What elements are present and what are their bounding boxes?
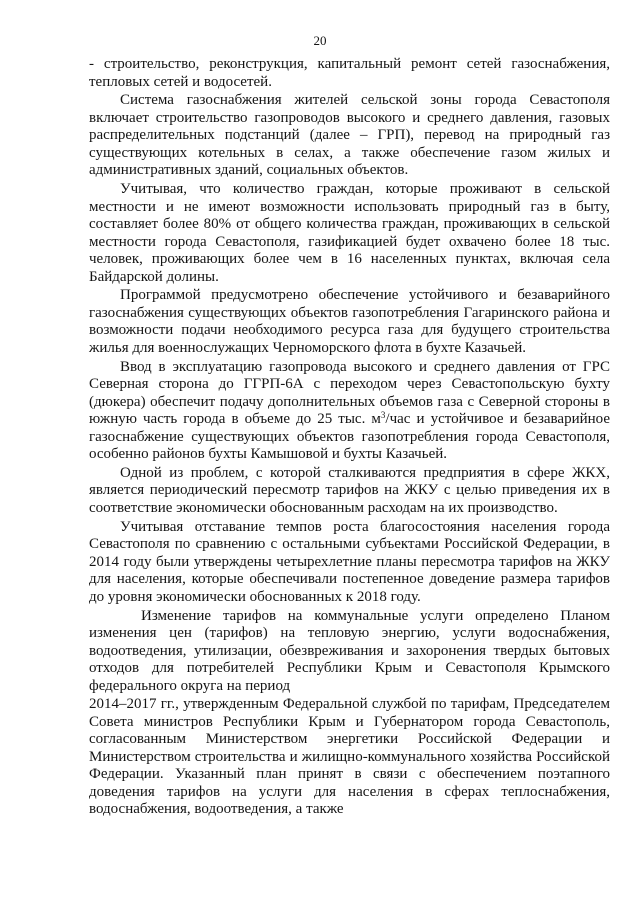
paragraph-8: Изменение тарифов на коммунальные услуги определено Планом изменения цен (тарифов) на тепловую энергию, услуги водоснабжения, водоотведения, утилизации, обезвреживания и захоронения твердых бытовых отходов для потребителей Республики Крым и Севастополя Крымского федерального округа на период xyxy=(89,607,610,694)
paragraph-3: Учитывая, что количество граждан, которые проживают в сельской местности и не имеют возможности использовать природный газ в быту, составляет более 80% от общего количества граждан, проживающих в сельской местности города Севастополя, газификацией будет охвачено более 18 тыс. человек, проживающих более чем в 16 населенных пунктах, включая села Байдарской долины. xyxy=(89,181,610,285)
paragraph-1: - строительство, реконструкция, капитальный ремонт сетей газоснабжения, тепловых сетей и водосетей. xyxy=(89,56,610,90)
paragraph-5-text: Ввод в эксплуатацию газопровода высокого и среднего давления от ГРС Северная сторона до ГГРП-6А с переходом через Севастопольскую бухту (дюкера) обеспечит подачу дополнительных объемов газа с Северной стороны в южную часть города в объеме до 25 тыс. м xyxy=(89,358,610,428)
paragraph-2: Система газоснабжения жителей сельской зоны города Севастополя включает строительство газопроводов высокого и среднего давления, газовых распределительных подстанций (далее – ГРП), перевод на природный газ существующих котельных в селах, а также обеспечение газом жилых и административных зданий, социальных объектов. xyxy=(89,92,610,179)
paragraph-5 xyxy=(89,359,610,464)
document-body xyxy=(89,56,610,820)
paragraph-6: Одной из проблем, с которой сталкиваются предприятия в сфере ЖКХ, является периодический пересмотр тарифов на ЖКУ с целью приведения их в соответствие экономически обоснованным расходам на их производство. xyxy=(89,464,610,516)
unit-superscript: 3 xyxy=(380,410,386,421)
paragraph-5-tail: /час и устойчивое и безаварийное газоснабжение существующих объектов газопотребления города Севастополя, особенно районов бухты Камышовой и бухты Казачьей. xyxy=(89,411,610,463)
paragraph-9: 2014–2017 гг., утвержденным Федеральной службой по тарифам, Председателем Совета министров Республики Крым и Губернатором города Севастополь, согласованным Министерством энергетики Российской Федерации и Министерством строительства и жилищно-коммунального хозяйства Российской Федерации. Указанный план принят в связи с обеспечением поэтапного доведения тарифов на услуги для населения в сферах теплоснабжения, водоснабжения, водоотведения, а также xyxy=(89,696,610,818)
paragraph-4: Программой предусмотрено обеспечение устойчивого и безаварийного газоснабжения существующих объектов газопотребления Гагаринского района и возможности подачи необходимого ресурса газа для будущего строительства жилья для военнослужащих Черноморского флота в бухте Казачьей. xyxy=(89,287,610,356)
page-number: 20 xyxy=(313,33,327,48)
paragraph-7: Учитывая отставание темпов роста благосостояния населения города Севастополя по сравнению с остальными субъектами Российской Федерации, в 2014 году были утверждены четырехлетние планы пересмотра тарифов на ЖКУ для населения, которые обеспечивали постепенное доведение размера тарифов до уровня экономически обоснованных к 2018 году. xyxy=(89,518,610,605)
